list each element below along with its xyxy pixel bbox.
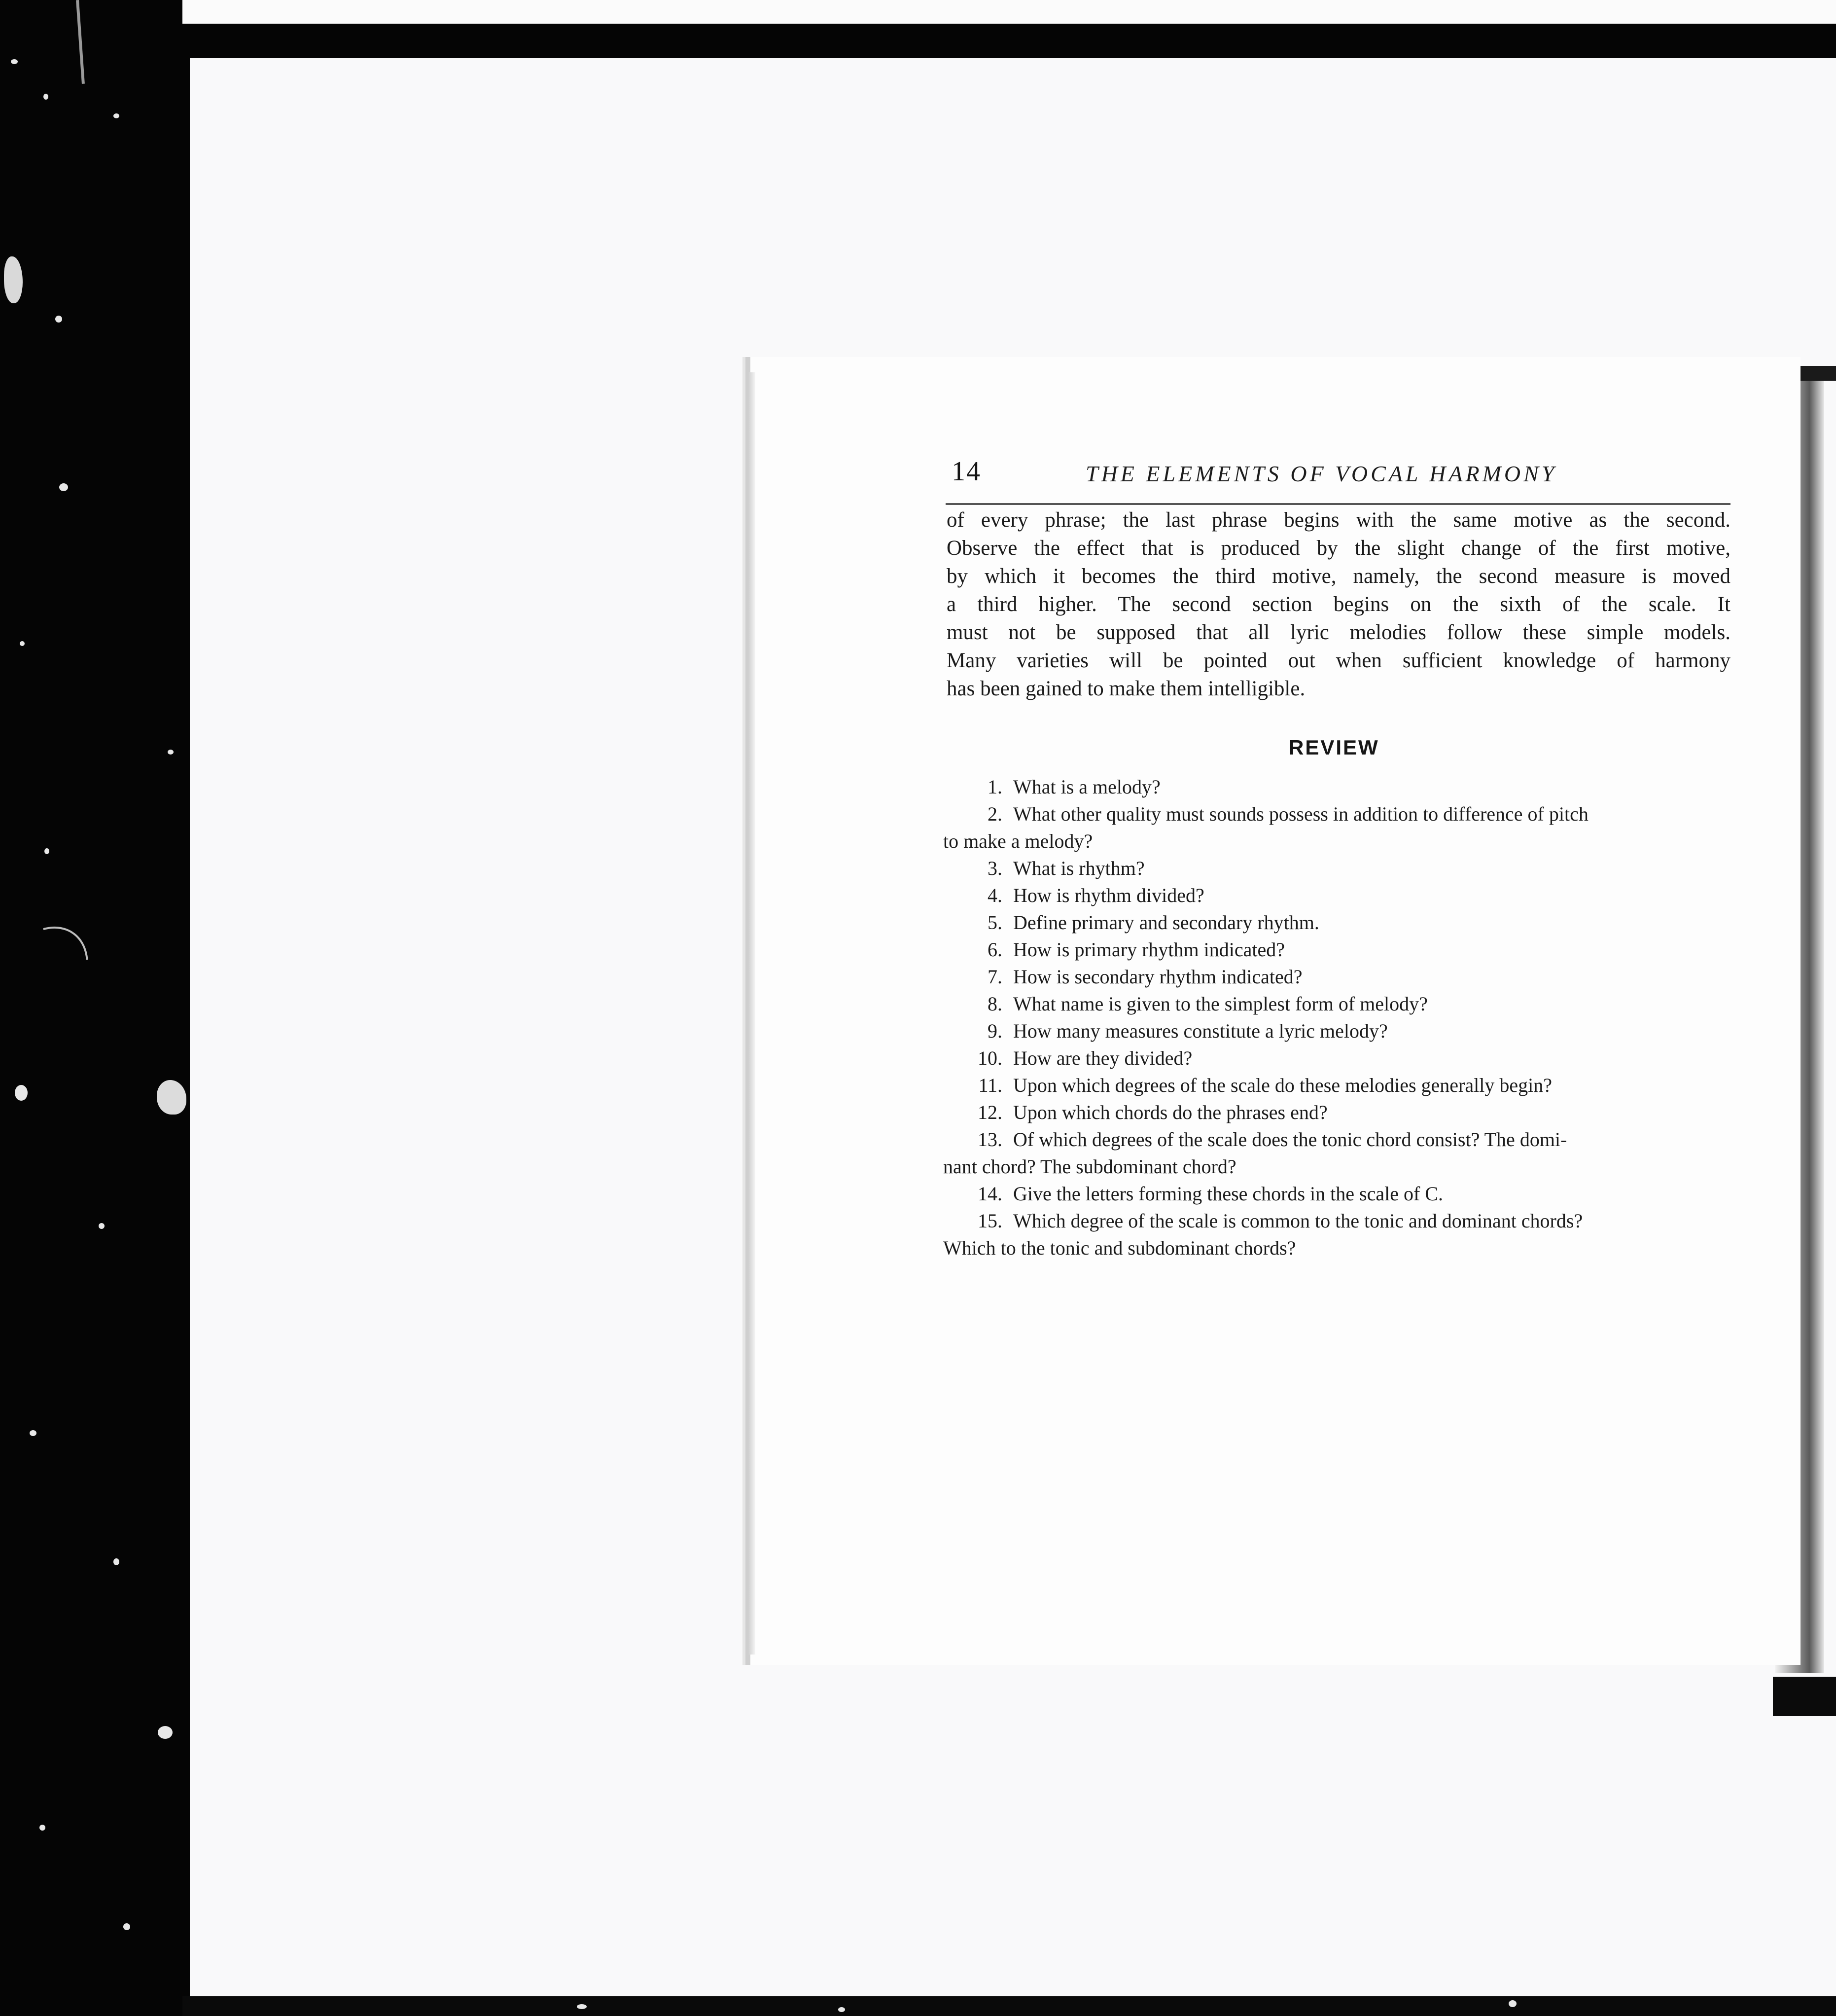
header-rule xyxy=(946,503,1730,505)
question-number: 13. xyxy=(978,1128,1002,1151)
text-line: by which it becomes the third motive, namely, the second measure is moved xyxy=(947,565,1730,588)
page-number: 14 xyxy=(952,456,981,487)
scan-speck xyxy=(113,113,119,118)
text-line: a third higher. The second section begins on the sixth of the scale. It xyxy=(947,593,1730,616)
text-line: Many varieties will be pointed out when sufficient knowledge of harmony xyxy=(947,649,1730,672)
running-head-title: THE ELEMENTS OF VOCAL HARMONY xyxy=(1086,461,1557,486)
question-text: Upon which degrees of the scale do these melodies generally begin? xyxy=(1013,1074,1552,1096)
scan-speck xyxy=(55,316,62,323)
black-tab-mark xyxy=(1773,1677,1836,1716)
question-text: What name is given to the simplest form of melody? xyxy=(1013,993,1428,1015)
scan-speck xyxy=(838,2007,845,2012)
question-text: What is rhythm? xyxy=(1013,857,1145,879)
review-question xyxy=(939,855,1730,882)
top-paper-strip xyxy=(182,0,1836,24)
question-text: Of which degrees of the scale does the tonic chord consist? The domi- xyxy=(1013,1128,1567,1151)
scan-speck xyxy=(20,641,25,646)
review-question xyxy=(939,1072,1730,1099)
scan-speck xyxy=(168,750,174,755)
scan-speck xyxy=(39,1825,45,1831)
question-text: Which degree of the scale is common to the tonic and dominant chords? xyxy=(1013,1210,1583,1232)
scan-speck xyxy=(11,59,18,64)
question-number: 11. xyxy=(978,1074,1002,1096)
review-questions xyxy=(939,773,1730,1261)
scan-speck xyxy=(577,2004,587,2009)
question-number: 4. xyxy=(988,884,1002,906)
scan-speck xyxy=(1509,2000,1517,2007)
scan-speck xyxy=(158,1726,173,1739)
review-heading: REVIEW xyxy=(1289,736,1379,759)
question-text: How are they divided? xyxy=(1013,1047,1193,1069)
review-question xyxy=(939,1017,1730,1044)
review-question xyxy=(939,800,1730,855)
running-head xyxy=(952,456,1730,490)
question-text: How is primary rhythm indicated? xyxy=(1013,938,1285,961)
question-number: 1. xyxy=(988,776,1002,798)
scan-speck xyxy=(15,1085,28,1101)
scan-scratch-line xyxy=(76,0,85,84)
question-text-continued: to make a melody? xyxy=(943,830,1093,852)
question-text-continued: nant chord? The subdominant chord? xyxy=(943,1155,1236,1178)
review-question xyxy=(939,882,1730,909)
question-text: Upon which chords do the phrases end? xyxy=(1013,1101,1328,1123)
scan-dust-blob xyxy=(4,256,23,303)
text-line: has been gained to make them intelligible. xyxy=(947,677,1306,700)
question-text: How is secondary rhythm indicated? xyxy=(1013,966,1303,988)
scan-speck xyxy=(44,848,49,854)
review-question xyxy=(939,1180,1730,1207)
review-question xyxy=(939,1207,1730,1261)
question-number: 5. xyxy=(988,911,1002,934)
scan-speck xyxy=(30,1430,36,1436)
question-number: 10. xyxy=(978,1047,1002,1069)
scan-dust-blob xyxy=(157,1080,186,1115)
review-question xyxy=(939,990,1730,1017)
text-line: of every phrase; the last phrase begins with the same motive as the second. xyxy=(947,508,1730,532)
review-question xyxy=(939,1044,1730,1072)
question-number: 14. xyxy=(978,1183,1002,1205)
question-number: 3. xyxy=(988,857,1002,879)
scan-speck xyxy=(43,94,48,100)
review-question xyxy=(939,909,1730,936)
question-number: 2. xyxy=(988,803,1002,825)
page-gutter-shadow xyxy=(748,372,755,1655)
question-text: Give the letters forming these chords in the scale of C. xyxy=(1013,1183,1443,1205)
review-question xyxy=(939,936,1730,963)
scan-speck xyxy=(123,1923,130,1930)
body-paragraph xyxy=(947,506,1730,703)
question-number: 12. xyxy=(978,1101,1002,1123)
question-text-continued: Which to the tonic and subdominant chords? xyxy=(943,1237,1296,1259)
question-number: 15. xyxy=(978,1210,1002,1232)
question-number: 9. xyxy=(988,1020,1002,1042)
bottom-dark-border xyxy=(182,1996,1836,2016)
review-question xyxy=(939,963,1730,990)
scan-speck xyxy=(59,483,68,491)
question-number: 7. xyxy=(988,966,1002,988)
text-line: must not be supposed that all lyric melodies follow these simple models. xyxy=(947,621,1730,644)
scan-scratch-mark xyxy=(0,908,107,1048)
question-number: 6. xyxy=(988,938,1002,961)
question-text: What other quality must sounds possess in addition to difference of pitch xyxy=(1013,803,1589,825)
scan-speck xyxy=(113,1558,119,1565)
question-number: 8. xyxy=(988,993,1002,1015)
question-text: Define primary and secondary rhythm. xyxy=(1013,911,1319,934)
review-question xyxy=(939,1126,1730,1180)
review-question xyxy=(939,1099,1730,1126)
question-text: What is a melody? xyxy=(1013,776,1161,798)
question-text: How many measures constitute a lyric melody? xyxy=(1013,1020,1388,1042)
question-text: How is rhythm divided? xyxy=(1013,884,1204,906)
scan-speck xyxy=(99,1223,105,1229)
review-question xyxy=(939,773,1730,800)
text-line: Observe the effect that is produced by the slight change of the first motive, xyxy=(947,537,1730,560)
